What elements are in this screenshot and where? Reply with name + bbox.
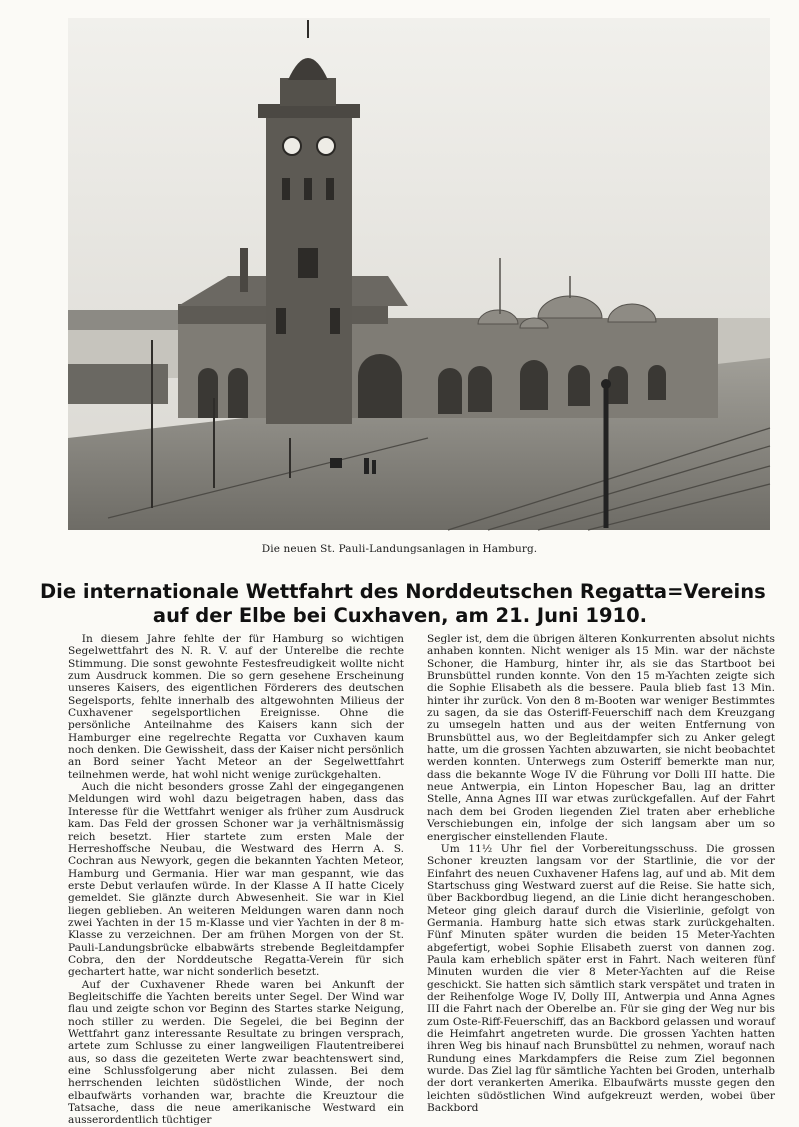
- article-left-column: [68, 633, 404, 1127]
- figure-caption: Die neuen St. Pauli-Landungsanlagen in Hamburg.: [261, 543, 538, 555]
- article-title: [40, 580, 766, 628]
- paragraph: Auch die nicht besonders grosse Zahl der eingegangenen Meldungen wird wohl dazu beigetragen haben, dass das Interesse für die Wettfahrt weniger als früher zum Ausdruck kam. Das Feld der grossen Schoner war ja verhältnismässig reich besetzt. Hier startete zum ersten Male der Herreshoffsche Neubau, die Westward des Herrn A. S. Cochran aus Newyork, gegen die bekannten Yachten Meteor, Hamburg und Germania. Hier war man gespannt, wie das erste Debut verlaufen würde. In der Klasse A II hatte Cicely gemeldet. Sie glänzte durch Abwesenheit. Sie war in Kiel liegen geblieben. An weiteren Meldungen waren dann noch zwei Yachten in der 15 m-Klasse und vier Yachten in der 8 m-Klasse zu verzeichnen. Der am frühen Morgen von der St. Pauli-Landungsbrücke elbabwärts strebende Begleitdampfer Cobra, den der Norddeutsche Regatta-Verein für sich gechartert hatte, war nicht sonderlich besetzt.: [68, 781, 404, 979]
- paragraph: In diesem Jahre fehlte der für Hamburg so wichtigen Segelwettfahrt des N. R. V. auf der Unterelbe die rechte Stimmung. Die sonst gewohnte Festesfreudigkeit wollte nicht zum Ausdruck kommen. Die so gern gesehene Erscheinung unseres Kaisers, des eigentlichen Förderers des deutschen Segelsports, fehlte innerhalb des altgewohnten Milieus der Cuxhavener segelsportlichen Ereignisse. Ohne die persönliche Anteilnahme des Kaisers kann sich der Hamburger eine regelrechte Regatta vor Cuxhaven kaum noch denken. Die Gewissheit, dass der Kaiser nicht persönlich an Bord seiner Yacht Meteor an der Segelwettfahrt teilnehmen werde, hat wohl nicht wenige zurückgehalten.: [68, 633, 404, 781]
- paragraph: Um 11½ Uhr fiel der Vorbereitungsschuss. Die grossen Schoner kreuzten langsam vor der Startlinie, die vor der Einfahrt des neuen Cuxhavener Hafens lag, auf und ab. Mit dem Startschuss ging Westward zuerst auf die Reise. Sie hatte sich, über Backbordbug liegend, an die Linie dicht herangeschoben. Meteor ging gleich darauf durch die Visierlinie, gefolgt von Germania. Hamburg hatte sich etwas stark zurückgehalten. Fünf Minuten später wurden die beiden 15 Meter-Yachten abgefertigt, wobei Sophie Elisabeth zuerst von dannen zog. Paula kam erheblich später erst in Fahrt. Nach weiteren fünf Minuten wurden die vier 8 Meter-Yachten auf die Reise geschickt. Sie hatten sich sämtlich stark verspätet und traten in der Reihenfolge Woge IV, Dolly III, Antwerpia und Anna Agnes III die Fahrt nach der Oberelbe an. Für sie ging der Weg nur bis zum Oste-Riff-Feuerschiff, das an Backbord gelassen und worauf die Heimfahrt angetreten wurde. Die grossen Yachten hatten ihren Weg bis hinauf nach Brunsbüttel zu nehmen, worauf nach Rundung eines Markdampfers die Reise zum Ziel begonnen wurde. Das Ziel lag für sämtliche Yachten bei Groden, unterhalb der dort verankerten Amerika. Elbaufwärts musste gegen den leichten südöstlichen Wind aufgekreuzt werden, wobei über Backbord: [427, 842, 775, 1115]
- article-title-line-2: auf der Elbe bei Cuxhaven, am 21. Juni 1910.: [152, 604, 648, 627]
- paragraph: Segler ist, dem die übrigen älteren Konkurrenten absolut nichts anhaben konnten. Nicht weniger als 15 Min. war der nächste Schoner, die Hamburg, hinter ihr, als sie das Startboot bei Brunsbüttel runden konnte. Von den 15 m-Yachten zeigte sich die Sophie Elisabeth als die bessere. Paula blieb fast 13 Min. hinter ihr zurück. Von den 8 m-Booten war weniger Bestimmtes zu sagen, da sie das Osteriff-Feuerschiff nach dem Kreuzgang zu umsegeln hatten und aus der weiten Entfernung von Brunsbüttel aus, wo der Begleitdampfer sich zu Anker gelegt hatte, um die grossen Yachten abzuwarten, sie nicht beobachtet werden konnten. Unterwegs zum Osteriff bemerkte man nur, dass die bekannte Woge IV die Führung vor Dolli III hatte. Die neue Antwerpia, ein Linton Hopescher Bau, lag an dritter Stelle, Anna Agnes III war etwas zurückgefallen. Auf der Fahrt nach dem bei Groden liegenden Ziel traten aber erhebliche Verschiebungen ein, infolge der sich langsam aber um so energischer einstellenden Flaute.: [427, 633, 775, 843]
- article-right-column: [427, 633, 775, 1115]
- article-title-line-1: Die internationale Wettfahrt des Norddeutschen Regatta=Vereins: [40, 580, 766, 603]
- paragraph: Auf der Cuxhavener Rhede waren bei Ankunft der Begleitschiffe die Yachten bereits unter Segel. Der Wind war flau und zeigte schon vor Beginn des Startes starke Neigung, noch stiller zu werden. Die Segelei, die bei Beginn der Wettfahrt ganz interessante Resultate zu bringen versprach, artete zum Schlusse zu einer langweiligen Flautentreiberei aus, so dass die gezeiteten Werte zwar beachtenswert sind, eine Schlussfolgerung aber nicht zulassen. Bei dem herrschenden leichten südöstlichen Winde, der noch elbaufwärts vorhanden war, brachte die Kreuztour die Tatsache, dass die neue amerikanische Westward ein ausserordentlich tüchtiger: [68, 978, 404, 1127]
- landing-stage-photo: [68, 18, 770, 530]
- st-pauli-landing-illustration: [68, 18, 770, 530]
